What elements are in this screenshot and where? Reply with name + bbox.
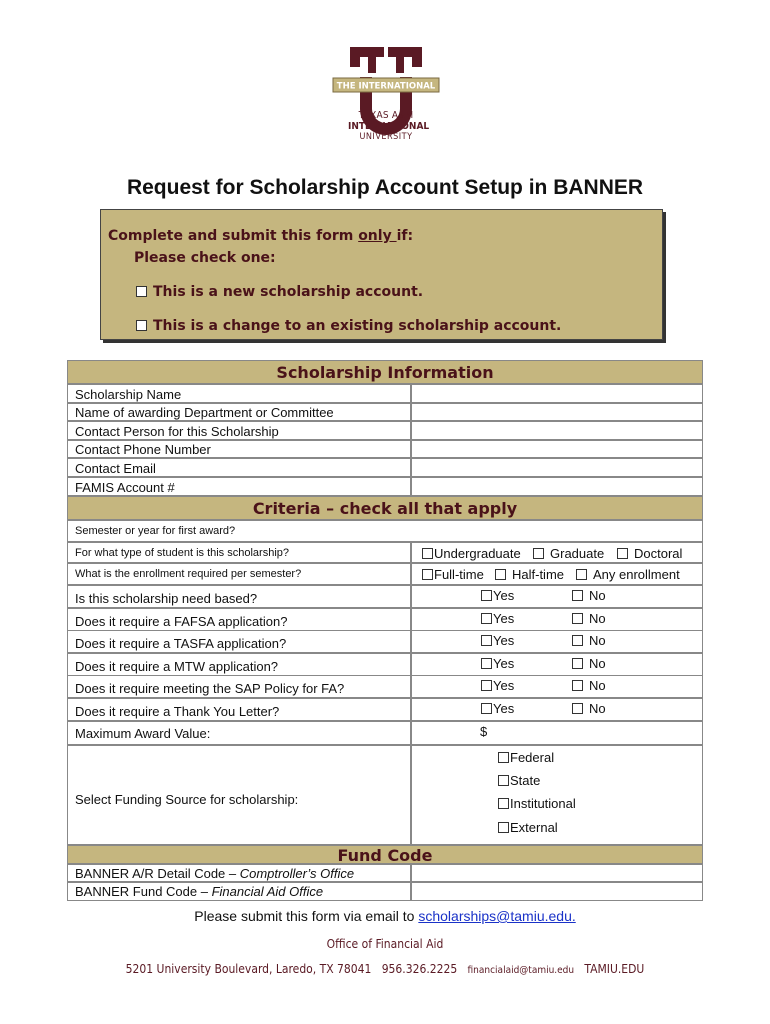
option-full-time[interactable]: Full-time bbox=[422, 567, 484, 582]
yes-no-options bbox=[411, 653, 703, 676]
option-yes[interactable]: Yes bbox=[481, 701, 514, 716]
student-type-label: For what type of student is this scholarship? bbox=[67, 542, 411, 563]
dollar-sign: $ bbox=[480, 724, 488, 739]
checkbox-new-account[interactable] bbox=[136, 286, 147, 297]
info-row-value-field[interactable] bbox=[411, 384, 703, 403]
checkbox-institutional[interactable] bbox=[498, 798, 509, 809]
logo-banner-text: THE INTERNATIONAL bbox=[336, 81, 436, 92]
option-any-enrollment[interactable]: Any enrollment bbox=[576, 567, 680, 582]
option-external[interactable]: External bbox=[498, 820, 558, 835]
max-award-label: Maximum Award Value: bbox=[67, 721, 411, 745]
yes-no-options bbox=[411, 608, 703, 631]
checkbox-any-enrollment[interactable] bbox=[576, 569, 587, 580]
option-no[interactable]: No bbox=[572, 588, 606, 603]
option-yes[interactable]: Yes bbox=[481, 678, 514, 693]
checkbox-yes[interactable] bbox=[481, 703, 492, 714]
option-no[interactable]: No bbox=[572, 656, 606, 671]
fund-code-field[interactable] bbox=[411, 882, 703, 901]
info-row-value-field[interactable] bbox=[411, 440, 703, 458]
yes-no-options bbox=[411, 698, 703, 721]
option-half-time[interactable]: Half-time bbox=[495, 567, 564, 582]
yes-no-question: Does it require a Thank You Letter? bbox=[67, 698, 411, 721]
option-yes[interactable]: Yes bbox=[481, 611, 514, 626]
option-federal[interactable]: Federal bbox=[498, 750, 554, 765]
funding-source-options bbox=[411, 745, 703, 845]
yes-no-options bbox=[411, 585, 703, 608]
funding-source-label: Select Funding Source for scholarship: bbox=[67, 745, 411, 845]
fund-row-ar-detail: BANNER A/R Detail Code – Comptroller’s Office bbox=[67, 864, 411, 882]
option-yes[interactable]: Yes bbox=[481, 656, 514, 671]
option-undergraduate[interactable]: Undergraduate bbox=[422, 546, 521, 561]
checkbox-no[interactable] bbox=[572, 680, 583, 691]
option-no[interactable]: No bbox=[572, 611, 606, 626]
yes-no-options bbox=[411, 675, 703, 698]
checkbox-external[interactable] bbox=[498, 822, 509, 833]
logo-line2: INTERNATIONAL bbox=[348, 121, 430, 132]
semester-label: Semester or year for first award? bbox=[67, 520, 703, 542]
checkbox-doctoral[interactable] bbox=[617, 548, 628, 559]
enrollment-options bbox=[411, 563, 703, 585]
checkbox-yes[interactable] bbox=[481, 658, 492, 669]
option-doctoral[interactable]: Doctoral bbox=[617, 546, 682, 561]
checkbox-change-account[interactable] bbox=[136, 320, 147, 331]
section-header-scholarship-info: Scholarship Information bbox=[67, 360, 703, 384]
option-new-account[interactable]: This is a new scholarship account. bbox=[136, 284, 423, 300]
yes-no-question: Does it require a MTW application? bbox=[67, 653, 411, 676]
student-type-options bbox=[411, 542, 703, 563]
checkbox-no[interactable] bbox=[572, 635, 583, 646]
checkbox-federal[interactable] bbox=[498, 752, 509, 763]
info-row-value-field[interactable] bbox=[411, 458, 703, 477]
logo-wordmark bbox=[348, 110, 430, 143]
yes-no-options bbox=[411, 630, 703, 653]
instruction-line2: Please check one: bbox=[134, 250, 276, 266]
instruction-box bbox=[100, 209, 663, 340]
checkbox-yes[interactable] bbox=[481, 635, 492, 646]
checkbox-yes[interactable] bbox=[481, 590, 492, 601]
submit-instructions: Please submit this form via email to scholarships@tamiu.edu. bbox=[194, 908, 576, 924]
fund-row-fund-code: BANNER Fund Code – Financial Aid Office bbox=[67, 882, 411, 901]
option-change-account[interactable]: This is a change to an existing scholarship account. bbox=[136, 318, 561, 334]
checkbox-undergraduate[interactable] bbox=[422, 548, 433, 559]
section-header-criteria: Criteria – check all that apply bbox=[67, 496, 703, 520]
info-row-label: Name of awarding Department or Committee bbox=[67, 403, 411, 421]
info-row-value-field[interactable] bbox=[411, 403, 703, 421]
ar-detail-code-field[interactable] bbox=[411, 864, 703, 882]
yes-no-question: Does it require a FAFSA application? bbox=[67, 608, 411, 631]
enrollment-label: What is the enrollment required per semester? bbox=[67, 563, 411, 585]
option-no[interactable]: No bbox=[572, 701, 606, 716]
section-header-fund-code: Fund Code bbox=[67, 845, 703, 864]
form-title: Request for Scholarship Account Setup in BANNER bbox=[126, 176, 644, 199]
option-institutional[interactable]: Institutional bbox=[498, 796, 576, 811]
option-yes[interactable]: Yes bbox=[481, 633, 514, 648]
option-state[interactable]: State bbox=[498, 773, 540, 788]
info-row-value-field[interactable] bbox=[411, 421, 703, 440]
info-row-label: Contact Phone Number bbox=[67, 440, 411, 458]
max-award-field[interactable] bbox=[411, 721, 703, 745]
yes-no-question: Does it require meeting the SAP Policy for FA? bbox=[67, 675, 411, 698]
info-row-label: Scholarship Name bbox=[67, 384, 411, 403]
office-name: Office of Financial Aid bbox=[326, 937, 444, 951]
yes-no-question: Is this scholarship need based? bbox=[67, 585, 411, 608]
checkbox-no[interactable] bbox=[572, 658, 583, 669]
info-row-label: FAMIS Account # bbox=[67, 477, 411, 496]
yes-no-question: Does it require a TASFA application? bbox=[67, 630, 411, 653]
info-row-value-field[interactable] bbox=[411, 477, 703, 496]
option-no[interactable]: No bbox=[572, 633, 606, 648]
instruction-line1: Complete and submit this form only if: bbox=[108, 228, 414, 244]
checkbox-no[interactable] bbox=[572, 590, 583, 601]
checkbox-half-time[interactable] bbox=[495, 569, 506, 580]
logo-line1: TEXAS A&M bbox=[358, 110, 414, 121]
option-graduate[interactable]: Graduate bbox=[533, 546, 604, 561]
checkbox-state[interactable] bbox=[498, 775, 509, 786]
checkbox-graduate[interactable] bbox=[533, 548, 544, 559]
checkbox-yes[interactable] bbox=[481, 680, 492, 691]
checkbox-full-time[interactable] bbox=[422, 569, 433, 580]
logo-line3: UNIVERSITY bbox=[359, 132, 413, 142]
scholarship-email-link[interactable]: scholarships@tamiu.edu. bbox=[418, 908, 576, 924]
option-yes[interactable]: Yes bbox=[481, 588, 514, 603]
info-row-label: Contact Email bbox=[67, 458, 411, 477]
checkbox-no[interactable] bbox=[572, 703, 583, 714]
option-no[interactable]: No bbox=[572, 678, 606, 693]
checkbox-no[interactable] bbox=[572, 613, 583, 624]
checkbox-yes[interactable] bbox=[481, 613, 492, 624]
office-contact-line: 5201 University Boulevard, Laredo, TX 78041 956.326.2225 financialaid@tamiu.edu TAMIU.EDU bbox=[125, 962, 645, 976]
info-row-label: Contact Person for this Scholarship bbox=[67, 421, 411, 440]
